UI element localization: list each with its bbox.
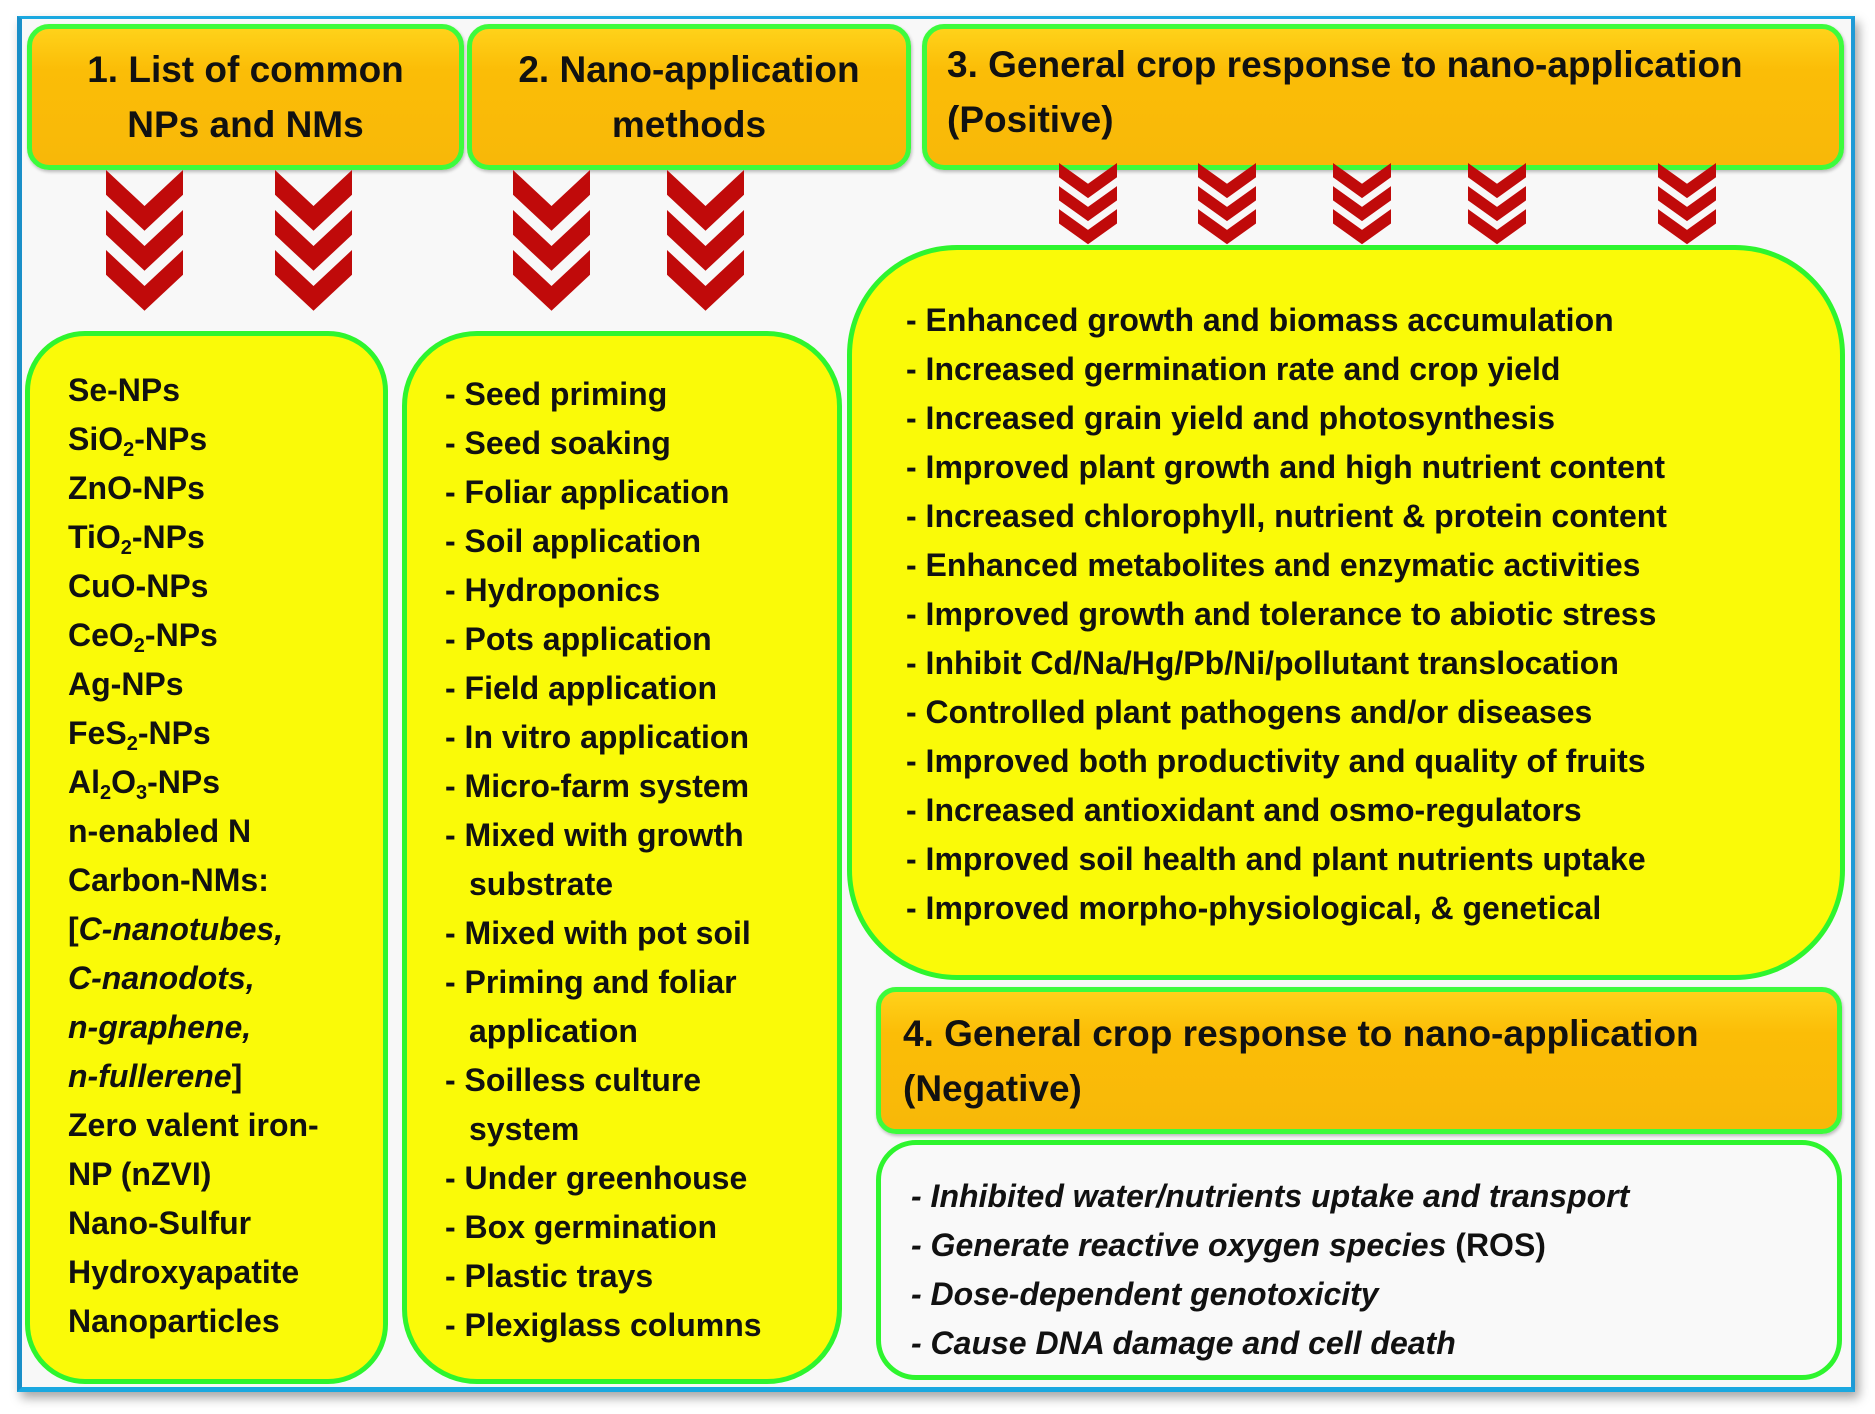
method-item: - Priming and foliar bbox=[445, 964, 737, 1000]
method-item: - Field application bbox=[445, 670, 718, 706]
method-item: - Under greenhouse bbox=[445, 1160, 748, 1196]
np-list-item bbox=[68, 464, 383, 513]
np-name: CeO bbox=[68, 617, 134, 653]
np-name: Al bbox=[68, 764, 100, 800]
carbon-nm-name: n-graphene, bbox=[68, 1009, 252, 1045]
method-item: application bbox=[469, 1013, 638, 1049]
np-list-item bbox=[68, 856, 383, 905]
positive-response-item: - Increased antioxidant and osmo-regulators bbox=[906, 792, 1582, 828]
negative-response-box bbox=[876, 1140, 1842, 1380]
positive-response-item: - Increased grain yield and photosynthesis bbox=[906, 400, 1556, 436]
subscript: 2 bbox=[123, 439, 135, 461]
negative-text: - Inhibited water/nutrients uptake and transport bbox=[911, 1178, 1630, 1214]
method-item: - Soil application bbox=[445, 523, 702, 559]
subscript: 2 bbox=[126, 733, 138, 755]
carbon-nm-name: C-nanodots, bbox=[68, 960, 255, 996]
negative-text: - Cause DNA damage and cell death bbox=[911, 1325, 1456, 1361]
method-item: substrate bbox=[469, 866, 614, 902]
np-list-item bbox=[68, 954, 383, 1003]
negative-response-item bbox=[911, 1221, 1837, 1270]
np-list-item bbox=[68, 905, 383, 954]
subscript: 2 bbox=[100, 782, 112, 804]
subscript: 2 bbox=[133, 635, 145, 657]
method-item: - Seed priming bbox=[445, 376, 668, 412]
method-item: - Mixed with pot soil bbox=[445, 915, 751, 951]
header-negative-line1: 4. General crop response to nano-application bbox=[903, 1013, 1699, 1054]
chevron-down-icon bbox=[513, 170, 590, 326]
method-item: - Plastic trays bbox=[445, 1258, 654, 1294]
np-list-item bbox=[68, 1052, 383, 1101]
positive-response-item: - Improved plant growth and high nutrient content bbox=[906, 449, 1666, 485]
method-item: - Plexiglass columns bbox=[445, 1307, 762, 1343]
chevron-down-icon bbox=[1333, 163, 1391, 253]
negative-response-item bbox=[911, 1270, 1837, 1319]
method-item: - Mixed with growth bbox=[445, 817, 744, 853]
method-item: - Soilless culture bbox=[445, 1062, 702, 1098]
np-suffix: -NPs bbox=[144, 617, 218, 653]
negative-text: - Generate reactive oxygen species bbox=[911, 1227, 1456, 1263]
np-list bbox=[68, 366, 383, 1346]
positive-response-list bbox=[906, 296, 1840, 933]
positive-response-item: - Improved soil health and plant nutrients uptake bbox=[906, 841, 1646, 877]
positive-response-item: - Improved morpho-physiological, & genetical bbox=[906, 890, 1602, 926]
np-suffix: -NPs bbox=[137, 715, 211, 751]
np-list-item bbox=[68, 513, 383, 562]
chevron-down-icon bbox=[106, 170, 183, 326]
positive-response-item: - Controlled plant pathogens and/or diseases bbox=[906, 694, 1593, 730]
subscript: 3 bbox=[136, 782, 148, 804]
np-list-box bbox=[25, 331, 388, 1384]
negative-response-list bbox=[911, 1172, 1837, 1368]
np-name: Nano-Sulfur bbox=[68, 1205, 252, 1241]
np-suffix: -NPs bbox=[131, 519, 205, 555]
np-name: SiO bbox=[68, 421, 124, 457]
carbon-nm-name: C-nanotubes, bbox=[78, 911, 284, 947]
np-name: n-enabled N bbox=[68, 813, 252, 849]
method-item: - Micro-farm system bbox=[445, 768, 750, 804]
positive-response-item: - Inhibit Cd/Na/Hg/Pb/Ni/pollutant translocation bbox=[906, 645, 1619, 681]
np-list-item bbox=[68, 1003, 383, 1052]
chevron-down-icon bbox=[667, 170, 744, 326]
header-positive-line2: (Positive) bbox=[947, 99, 1114, 140]
np-suffix: ] bbox=[231, 1058, 243, 1094]
np-name: Se-NPs bbox=[68, 372, 181, 408]
np-name: NP (nZVI) bbox=[68, 1156, 212, 1192]
np-list-item bbox=[68, 415, 383, 464]
header-positive-line1: 3. General crop response to nano-application bbox=[947, 44, 1743, 85]
np-suffix: -NPs bbox=[134, 421, 208, 457]
chevron-down-icon bbox=[1658, 163, 1716, 253]
positive-response-item: - Improved both productivity and quality of fruits bbox=[906, 743, 1646, 779]
np-list-item bbox=[68, 1150, 383, 1199]
methods-box bbox=[402, 331, 842, 1384]
negative-response-item bbox=[911, 1319, 1837, 1368]
method-item: system bbox=[469, 1111, 580, 1147]
method-item: - Hydroponics bbox=[445, 572, 661, 608]
positive-response-item: - Increased germination rate and crop yield bbox=[906, 351, 1561, 387]
np-list-item bbox=[68, 709, 383, 758]
abbreviation: (ROS) bbox=[1455, 1227, 1546, 1263]
subscript: 2 bbox=[120, 537, 132, 559]
chevron-down-icon bbox=[275, 170, 352, 326]
np-name: Hydroxyapatite bbox=[68, 1254, 300, 1290]
np-list-item bbox=[68, 1199, 383, 1248]
chevron-down-icon bbox=[1468, 163, 1526, 253]
negative-response-item bbox=[911, 1172, 1837, 1221]
header-application-methods-line1: 2. Nano-application bbox=[518, 49, 860, 90]
np-name: [ bbox=[68, 911, 79, 947]
negative-text: - Dose-dependent genotoxicity bbox=[911, 1276, 1379, 1312]
np-list-item bbox=[68, 611, 383, 660]
header-application-methods-line2: methods bbox=[611, 104, 767, 145]
np-list-item bbox=[68, 758, 383, 807]
header-negative-response bbox=[876, 987, 1842, 1134]
np-list-item bbox=[68, 1248, 383, 1297]
method-item: - Pots application bbox=[445, 621, 712, 657]
np-name: Nanoparticles bbox=[68, 1303, 280, 1339]
header-application-methods bbox=[467, 24, 911, 170]
header-np-list-line1: 1. List of common bbox=[87, 49, 404, 90]
np-name-part: O bbox=[111, 764, 137, 800]
np-name: Zero valent iron- bbox=[68, 1107, 319, 1143]
np-list-item bbox=[68, 562, 383, 611]
np-name: Ag-NPs bbox=[68, 666, 184, 702]
np-list-item bbox=[68, 660, 383, 709]
chevron-down-icon bbox=[1198, 163, 1256, 253]
positive-response-item: - Increased chlorophyll, nutrient & protein content bbox=[906, 498, 1667, 534]
np-name: Carbon-NMs: bbox=[68, 862, 269, 898]
np-list-item bbox=[68, 366, 383, 415]
header-np-list bbox=[27, 24, 464, 170]
chevron-down-icon bbox=[1059, 163, 1117, 253]
positive-response-box bbox=[847, 245, 1845, 980]
method-item: - In vitro application bbox=[445, 719, 750, 755]
positive-response-item: - Enhanced growth and biomass accumulation bbox=[906, 302, 1614, 338]
np-name: ZnO-NPs bbox=[68, 470, 205, 506]
method-item: - Foliar application bbox=[445, 474, 730, 510]
positive-response-item: - Enhanced metabolites and enzymatic activities bbox=[906, 547, 1641, 583]
np-name: FeS bbox=[68, 715, 127, 751]
methods-list bbox=[445, 370, 837, 1350]
np-list-item bbox=[68, 1297, 383, 1346]
header-positive-response bbox=[922, 24, 1844, 170]
carbon-nm-name: n-fullerene bbox=[68, 1058, 232, 1094]
header-negative-line2: (Negative) bbox=[903, 1068, 1082, 1109]
np-list-item bbox=[68, 1101, 383, 1150]
np-suffix: -NPs bbox=[147, 764, 221, 800]
np-name: TiO bbox=[68, 519, 121, 555]
header-np-list-line2: NPs and NMs bbox=[127, 104, 364, 145]
method-item: - Box germination bbox=[445, 1209, 718, 1245]
np-list-item bbox=[68, 807, 383, 856]
method-item: - Seed soaking bbox=[445, 425, 671, 461]
np-name: CuO-NPs bbox=[68, 568, 209, 604]
positive-response-item: - Improved growth and tolerance to abiotic stress bbox=[906, 596, 1657, 632]
